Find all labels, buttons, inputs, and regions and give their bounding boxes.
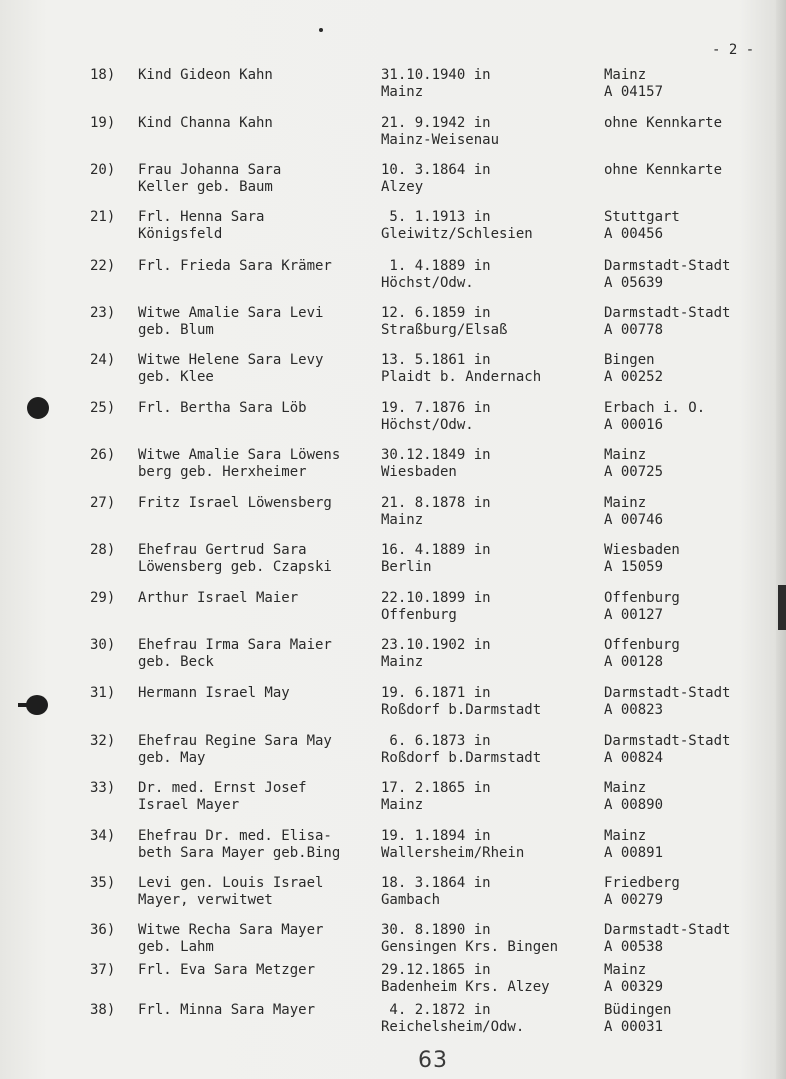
identity-card-line: A 00128 <box>604 653 664 670</box>
identity-card-line: Mainz <box>604 447 647 463</box>
identity-card <box>604 637 764 670</box>
person-name-line: Kind Gideon Kahn <box>138 67 273 83</box>
birth-date-place-line: Gleiwitz/Schlesien <box>381 225 533 242</box>
birth-date-place-line: 30. 8.1890 in <box>381 922 491 938</box>
identity-card-line: A 00279 <box>604 891 664 908</box>
identity-card <box>604 590 764 623</box>
birth-date-place-line: 13. 5.1861 in <box>381 352 491 368</box>
entry-number: 30) <box>90 637 116 653</box>
birth-date-place <box>381 922 596 955</box>
birth-date-place <box>381 685 596 718</box>
person-name-line: beth Sara Mayer geb.Bing <box>138 844 341 861</box>
entry-number: 34) <box>90 828 116 844</box>
person-name-line: Keller geb. Baum <box>138 178 273 195</box>
birth-date-place-line: Gambach <box>381 891 441 908</box>
birth-date-place <box>381 828 596 861</box>
birth-date-place <box>381 780 596 813</box>
birth-date-place-line: 5. 1.1913 in <box>381 209 491 225</box>
person-name-line: Witwe Amalie Sara Levi <box>138 305 324 321</box>
identity-card-line: Wiesbaden <box>604 542 680 558</box>
birth-date-place-line: Badenheim Krs. Alzey <box>381 978 550 995</box>
identity-card-line: A 00890 <box>604 796 664 813</box>
page-edge-shadow <box>776 0 786 1079</box>
birth-date-place <box>381 447 596 480</box>
identity-card-line: Darmstadt-Stadt <box>604 305 731 321</box>
birth-date-place-line: 12. 6.1859 in <box>381 305 491 321</box>
identity-card-line: A 00746 <box>604 511 664 528</box>
birth-date-place-line: Wiesbaden <box>381 463 457 480</box>
identity-card-line: A 00127 <box>604 606 664 623</box>
entry-number: 23) <box>90 305 116 321</box>
person-name <box>138 828 373 861</box>
person-name <box>138 590 373 607</box>
birth-date-place <box>381 637 596 670</box>
person-name-line: Kind Channa Kahn <box>138 115 273 131</box>
birth-date-place <box>381 590 596 623</box>
birth-date-place <box>381 875 596 908</box>
identity-card <box>604 162 764 179</box>
identity-card-line: A 00329 <box>604 978 664 995</box>
identity-card <box>604 400 764 433</box>
person-name-line: Witwe Recha Sara Mayer <box>138 922 324 938</box>
person-name <box>138 352 373 385</box>
person-name-line: geb. Blum <box>138 321 214 338</box>
entry-number: 22) <box>90 258 116 274</box>
identity-card-line: Stuttgart <box>604 209 680 225</box>
birth-date-place <box>381 67 596 100</box>
person-name <box>138 875 373 908</box>
person-name <box>138 162 373 195</box>
person-name-line: Fritz Israel Löwensberg <box>138 495 332 511</box>
birth-date-place-line: Mainz <box>381 653 424 670</box>
entry-number: 20) <box>90 162 116 178</box>
identity-card-line: Mainz <box>604 828 647 844</box>
identity-card-line: Mainz <box>604 962 647 978</box>
person-name <box>138 258 373 275</box>
entry-number: 37) <box>90 962 116 978</box>
entry-number: 26) <box>90 447 116 463</box>
person-name <box>138 1002 373 1019</box>
page-number: - 2 - <box>712 42 755 58</box>
birth-date-place-line: 19. 6.1871 in <box>381 685 491 701</box>
identity-card <box>604 780 764 813</box>
identity-card <box>604 922 764 955</box>
person-name-line: Ehefrau Dr. med. Elisa- <box>138 828 332 844</box>
identity-card-line: A 05639 <box>604 274 664 291</box>
identity-card <box>604 209 764 242</box>
identity-card-line: A 00456 <box>604 225 664 242</box>
birth-date-place <box>381 400 596 433</box>
person-name-line: Ehefrau Irma Sara Maier <box>138 637 332 653</box>
ink-dot <box>319 28 323 32</box>
person-name-line: Königsfeld <box>138 225 223 242</box>
birth-date-place-line: 19. 1.1894 in <box>381 828 491 844</box>
birth-date-place <box>381 495 596 528</box>
identity-card-line: A 00778 <box>604 321 664 338</box>
identity-card <box>604 495 764 528</box>
person-name-line: Ehefrau Gertrud Sara <box>138 542 307 558</box>
birth-date-place-line: Höchst/Odw. <box>381 416 474 433</box>
identity-card <box>604 685 764 718</box>
person-name-line: Frl. Frieda Sara Krämer <box>138 258 332 274</box>
person-name-line: Arthur Israel Maier <box>138 590 299 606</box>
person-name <box>138 400 373 417</box>
identity-card-line: A 00725 <box>604 463 664 480</box>
birth-date-place-line: 18. 3.1864 in <box>381 875 491 891</box>
birth-date-place <box>381 258 596 291</box>
birth-date-place-line: Reichelsheim/Odw. <box>381 1018 525 1035</box>
person-name-line: Mayer, verwitwet <box>138 891 273 908</box>
person-name-line: Frau Johanna Sara <box>138 162 282 178</box>
birth-date-place <box>381 115 596 148</box>
person-name-line: geb. May <box>138 749 206 766</box>
person-name <box>138 685 373 702</box>
identity-card-line: Darmstadt-Stadt <box>604 685 731 701</box>
identity-card-line: Offenburg <box>604 590 680 606</box>
person-name-line: geb. Lahm <box>138 938 214 955</box>
identity-card <box>604 1002 764 1035</box>
birth-date-place-line: 19. 7.1876 in <box>381 400 491 416</box>
birth-date-place-line: 29.12.1865 in <box>381 962 491 978</box>
person-name <box>138 209 373 242</box>
identity-card <box>604 542 764 575</box>
birth-date-place-line: Plaidt b. Andernach <box>381 368 542 385</box>
entry-number: 28) <box>90 542 116 558</box>
birth-date-place-line: 1. 4.1889 in <box>381 258 491 274</box>
identity-card-line: Darmstadt-Stadt <box>604 733 731 749</box>
entry-number: 31) <box>90 685 116 701</box>
person-name <box>138 67 373 84</box>
person-name-line: geb. Klee <box>138 368 214 385</box>
birth-date-place-line: 6. 6.1873 in <box>381 733 491 749</box>
birth-date-place-line: Mainz-Weisenau <box>381 131 500 148</box>
person-name <box>138 733 373 766</box>
person-name-line: Witwe Amalie Sara Löwens <box>138 447 341 463</box>
identity-card <box>604 67 764 100</box>
identity-card-line: A 00252 <box>604 368 664 385</box>
birth-date-place-line: 30.12.1849 in <box>381 447 491 463</box>
person-name-line: Frl. Eva Sara Metzger <box>138 962 316 978</box>
identity-card-line: A 15059 <box>604 558 664 575</box>
birth-date-place-line: Alzey <box>381 178 424 195</box>
person-name-line: Hermann Israel May <box>138 685 290 701</box>
identity-card-line: A 00538 <box>604 938 664 955</box>
identity-card <box>604 305 764 338</box>
identity-card-line: Offenburg <box>604 637 680 653</box>
birth-date-place <box>381 1002 596 1035</box>
entry-number: 18) <box>90 67 116 83</box>
identity-card-line: Friedberg <box>604 875 680 891</box>
identity-card-line: Büdingen <box>604 1002 672 1018</box>
entry-number: 21) <box>90 209 116 225</box>
identity-card <box>604 258 764 291</box>
entry-number: 19) <box>90 115 116 131</box>
person-name-line: Dr. med. Ernst Josef <box>138 780 307 796</box>
identity-card-line: A 00824 <box>604 749 664 766</box>
identity-card-line: A 00823 <box>604 701 664 718</box>
identity-card <box>604 447 764 480</box>
identity-card <box>604 875 764 908</box>
birth-date-place-line: 4. 2.1872 in <box>381 1002 491 1018</box>
identity-card-line: Mainz <box>604 780 647 796</box>
entry-number: 32) <box>90 733 116 749</box>
birth-date-place <box>381 962 596 995</box>
birth-date-place-line: Berlin <box>381 558 432 575</box>
birth-date-place-line: Mainz <box>381 796 424 813</box>
identity-card-line: ohne Kennkarte <box>604 162 723 178</box>
birth-date-place-line: 16. 4.1889 in <box>381 542 491 558</box>
identity-card-line: A 00031 <box>604 1018 664 1035</box>
identity-card <box>604 828 764 861</box>
birth-date-place-line: 23.10.1902 in <box>381 637 491 653</box>
birth-date-place-line: 21. 9.1942 in <box>381 115 491 131</box>
entry-number: 35) <box>90 875 116 891</box>
identity-card <box>604 962 764 995</box>
entry-number: 24) <box>90 352 116 368</box>
person-name-line: Ehefrau Regine Sara May <box>138 733 332 749</box>
person-name-line: geb. Beck <box>138 653 214 670</box>
identity-card-line: Mainz <box>604 495 647 511</box>
birth-date-place-line: Gensingen Krs. Bingen <box>381 938 559 955</box>
identity-card-line: Erbach i. O. <box>604 400 706 416</box>
person-name <box>138 922 373 955</box>
person-name <box>138 495 373 512</box>
identity-card <box>604 115 764 132</box>
identity-card-line: Darmstadt-Stadt <box>604 922 731 938</box>
identity-card-line: A 04157 <box>604 83 664 100</box>
identity-card-line: A 00891 <box>604 844 664 861</box>
entry-number: 36) <box>90 922 116 938</box>
person-name-line: Löwensberg geb. Czapski <box>138 558 332 575</box>
birth-date-place-line: 17. 2.1865 in <box>381 780 491 796</box>
person-name-line: Frl. Henna Sara <box>138 209 265 225</box>
birth-date-place-line: Mainz <box>381 83 424 100</box>
birth-date-place <box>381 162 596 195</box>
birth-date-place-line: 10. 3.1864 in <box>381 162 491 178</box>
identity-card-line: Bingen <box>604 352 655 368</box>
person-name <box>138 115 373 132</box>
person-name-line: Israel Mayer <box>138 796 240 813</box>
birth-date-place-line: 21. 8.1878 in <box>381 495 491 511</box>
person-name <box>138 305 373 338</box>
birth-date-place-line: Mainz <box>381 511 424 528</box>
birth-date-place <box>381 352 596 385</box>
person-name <box>138 962 373 979</box>
birth-date-place-line: Roßdorf b.Darmstadt <box>381 749 542 766</box>
identity-card <box>604 733 764 766</box>
person-name-line: Levi gen. Louis Israel <box>138 875 324 891</box>
birth-date-place <box>381 209 596 242</box>
identity-card-line: A 00016 <box>604 416 664 433</box>
person-name-line: Witwe Helene Sara Levy <box>138 352 324 368</box>
person-name <box>138 780 373 813</box>
birth-date-place-line: 31.10.1940 in <box>381 67 491 83</box>
person-name <box>138 542 373 575</box>
punch-hole-upper <box>27 397 49 419</box>
entry-number: 27) <box>90 495 116 511</box>
handwritten-page-number: 63 <box>418 1048 448 1073</box>
identity-card-line: Mainz <box>604 67 647 83</box>
birth-date-place-line: Wallersheim/Rhein <box>381 844 525 861</box>
birth-date-place <box>381 305 596 338</box>
binder-mark <box>778 585 786 630</box>
birth-date-place-line: Roßdorf b.Darmstadt <box>381 701 542 718</box>
birth-date-place-line: 22.10.1899 in <box>381 590 491 606</box>
identity-card-line: Darmstadt-Stadt <box>604 258 731 274</box>
person-name <box>138 447 373 480</box>
person-name <box>138 637 373 670</box>
birth-date-place-line: Straßburg/Elsaß <box>381 321 508 338</box>
person-name-line: Frl. Minna Sara Mayer <box>138 1002 316 1018</box>
entry-number: 33) <box>90 780 116 796</box>
entry-number: 25) <box>90 400 116 416</box>
person-name-line: berg geb. Herxheimer <box>138 463 307 480</box>
person-name-line: Frl. Bertha Sara Löb <box>138 400 307 416</box>
birth-date-place-line: Offenburg <box>381 606 457 623</box>
identity-card <box>604 352 764 385</box>
birth-date-place-line: Höchst/Odw. <box>381 274 474 291</box>
entry-number: 38) <box>90 1002 116 1018</box>
birth-date-place <box>381 733 596 766</box>
punch-hole-tear <box>18 703 30 707</box>
entry-number: 29) <box>90 590 116 606</box>
identity-card-line: ohne Kennkarte <box>604 115 723 131</box>
birth-date-place <box>381 542 596 575</box>
